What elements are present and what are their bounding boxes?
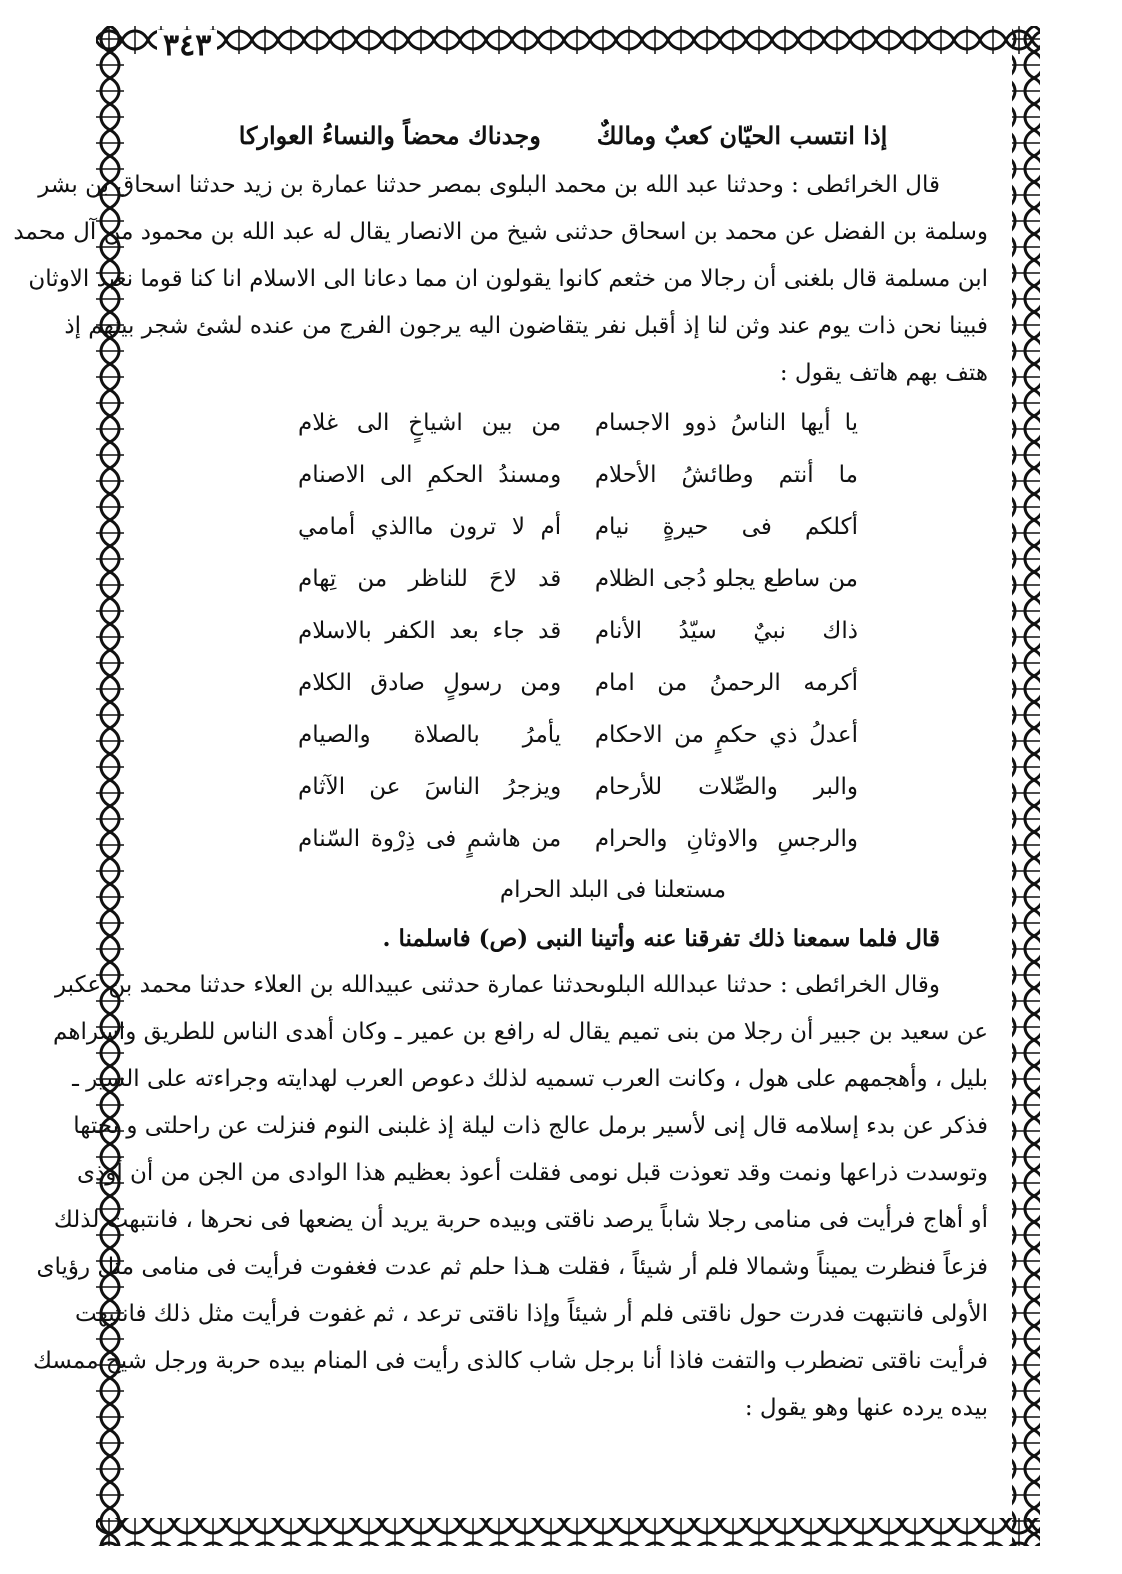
verse-first-hemistich: إذا انتسب الحيّان كعبٌ ومالكٌ [596,121,888,150]
poem-verse [298,761,858,813]
poem-verse [298,709,858,761]
text-line: قال الخرائطى : وحدثنا عبد الله بن محمد البلوى بمصر حدثنا عمارة بن زيد حدثنا اسحاق بن بشر [38,172,940,198]
paragraph-2 [33,962,988,1432]
hemistich: ذاك نبيٌ سيّدُ الأنام [594,618,858,644]
poem-verse [298,449,858,501]
hemistich: والرجسِ والاوثانِ والحرام [594,826,858,852]
hemistich: أكلكم فى حيرةٍ نيام [594,514,858,540]
page-body [13,110,988,1432]
text-line: وتوسدت ذراعها ونمت وقد تعوذت قبل نومى فقلت أعوذ بعظيم هذا الوادى من الجن من أن أوذى [76,1160,988,1186]
paragraph-1 [13,162,988,397]
poem-verse [298,397,858,449]
text-line: وسلمة بن الفضل عن محمد بن اسحاق حدثنى شيخ من الانصار يقال له عبد الله بن محمود من آل محمد [13,219,988,245]
hemistich: قد جاء بعد الكفر بالاسلام [298,618,562,644]
hemistich: من ساطع يجلو دُجى الظلام [594,566,858,592]
poem-closing-line: مستعلنا فى البلد الحرام [499,877,727,903]
poem [298,397,858,915]
text-line: وقال الخرائطى : حدثنا عبدالله البلوىحدثنا عمارة حدثنى عبيدالله بن العلاء حدثنا محمد بن عكبر [54,972,940,998]
hemistich: أعدلُ ذي حكمٍ من الاحكام [594,722,858,748]
hemistich: أكرمه الرحمنُ من امام [594,670,858,696]
conclusion-line: قال فلما سمعنا ذلك تفرقنا عنه وأتينا النبى (ص) فاسلمنا . [382,925,940,952]
hemistich: والبر والصِّلات للأرحام [594,774,858,800]
text-line: أو أهاج فرأيت فى منامى رجلا شاباً يرصد ناقتى وبيده حربة يريد أن يضعها فى نحرها ، فانتبهت لذلك [53,1207,988,1233]
text-line: فبينا نحن ذات يوم عند وثن لنا إذ أقبل نفر يتقاضون اليه يرجون الفرج من عنده لشئ شجر بينهم إذ [64,313,988,339]
text-line: الأولى فانتبهت فدرت حول ناقتى فلم أر شيئاً وإذا ناقتى ترعد ، ثم غفوت فرأيت مثل ذلك فانتبهت [75,1301,988,1327]
poem-verse [298,657,858,709]
poem-verse [298,501,858,553]
hemistich: ما أنتم وطائشُ الأحلام [594,462,858,488]
text-line: هتف بهم هاتف يقول : [779,360,988,386]
poem-verse [298,813,858,865]
text-line: فزعاً فنظرت يميناً وشمالا فلم أر شيئاً ، فقلت هـذا حلم ثم عدت فغفوت فرأيت فى منامى مثل رؤياى [36,1254,988,1280]
text-line: فذكر عن بدء إسلامه قال إنى لأسير برمل عالج ذات ليلة إذ غلبنى النوم فنزلت عن راحلتى و نختها [73,1113,988,1139]
hemistich: ومن رسولٍ صادق الكلام [298,670,562,696]
hemistich: ويزجرُ الناسَ عن الآثام [298,774,562,800]
page-number: ٣٤٣ [157,30,217,62]
text-line: بليل ، وأهجمهم على هول ، وكانت العرب تسميه لذلك دعوص العرب لهدايته وجراءته على السير ـ [72,1066,988,1092]
text-line: عن سعيد بن جبير أن رجلا من بنى تميم يقال له رافع بن عمير ـ وكان أهدى الناس للطريق واسراهم [53,1019,988,1045]
hemistich: يأمرُ بالصلاة والصيام [298,722,562,748]
hemistich: من بين اشياخٍ الى غلام [298,410,562,436]
opening-verse [168,110,988,162]
hemistich: ومسندُ الحكمِ الى الاصنام [298,462,562,488]
verse-second-hemistich: وجدناك محضاً والنساءُ العواركا [238,121,541,150]
hemistich: قد لاحَ للناظر من تِهام [298,566,562,592]
text-line: فرأيت ناقتى تضطرب والتفت فاذا أنا برجل شاب كالذى رأيت فى المنام بيده حربة ورجل شيخ ممسك [33,1348,988,1374]
text-line: بيده يرده عنها وهو يقول : [744,1395,988,1421]
hemistich: من هاشمٍ فى ذِرْوة السّنام [298,826,562,852]
text-line: ابن مسلمة قال بلغنى أن رجالا من خثعم كانوا يقولون ان مما دعانا الى الاسلام انا كنا قوما نعبد الاوثان [28,266,988,292]
hemistich: يا أيها الناسُ ذوو الاجسام [594,410,858,436]
poem-verse [298,553,858,605]
hemistich: أم لا ترون ماالذي أمامي [298,514,562,540]
poem-verse [298,605,858,657]
